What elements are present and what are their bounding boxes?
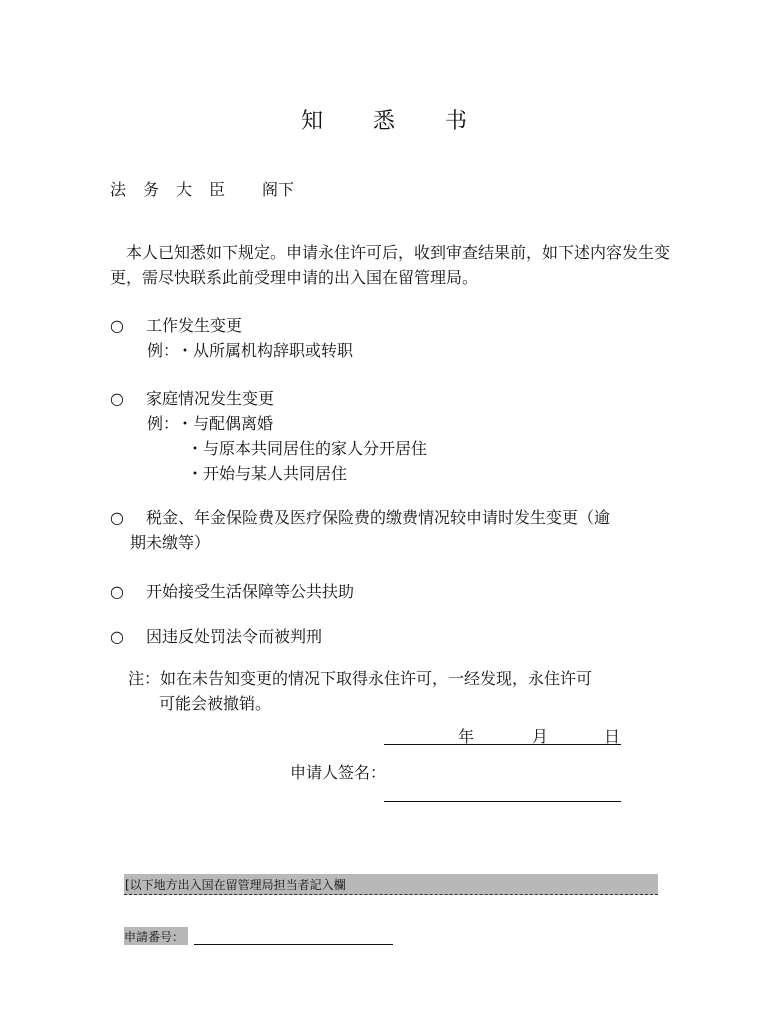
date-month-label: 月 bbox=[532, 727, 549, 746]
intro-text: 本人已知悉如下规定。申请永住许可后，收到审查结果前，如下述内容发生变更，需尽快联系此前受理申请的出入国在留管理局。 bbox=[110, 243, 671, 287]
item-text: 开始接受生活保障等公共扶助 bbox=[146, 582, 355, 601]
item-text-line2: 期未缴等） bbox=[130, 533, 211, 552]
example-text: ・从所属机构辞职或转职 bbox=[177, 341, 354, 360]
example-line bbox=[147, 411, 273, 434]
circle-bullet-icon: ○ bbox=[110, 389, 124, 408]
item-text-line1: 税金、年金保险费及医疗保险费的缴费情况较申请时发生变更（逾 bbox=[146, 508, 611, 527]
item-text: 因违反处罚法令而被判刑 bbox=[146, 627, 323, 646]
circle-bullet-icon: ○ bbox=[110, 582, 124, 601]
example-text: ・与配偶离婚 bbox=[177, 414, 274, 433]
addressee-honorific: 阁下 bbox=[262, 180, 295, 199]
example-label: 例： bbox=[147, 341, 172, 360]
document-title: 知 悉 书 bbox=[300, 109, 481, 134]
circle-bullet-icon: ○ bbox=[110, 316, 124, 335]
example-line: ・与原本共同居住的家人分开居住 bbox=[187, 439, 428, 458]
example-line bbox=[147, 338, 353, 361]
application-number-field[interactable] bbox=[194, 944, 393, 945]
date-year-label: 年 bbox=[458, 727, 475, 746]
item-text: 家庭情况发生变更 bbox=[146, 389, 275, 408]
signature-field[interactable] bbox=[384, 801, 621, 802]
note-line2: 可能会被撤销。 bbox=[159, 694, 272, 713]
office-use-header bbox=[124, 874, 658, 895]
example-label: 例： bbox=[147, 414, 172, 433]
date-day-label: 日 bbox=[604, 727, 621, 746]
addressee bbox=[110, 177, 294, 200]
signature-label: 申请人签名： bbox=[290, 763, 387, 782]
addressee-name: 法务大臣 bbox=[110, 180, 243, 199]
intro-paragraph bbox=[110, 240, 670, 290]
note-paragraph bbox=[128, 666, 668, 716]
application-number-label: 申請番号： bbox=[124, 927, 188, 945]
list-item-family-change bbox=[110, 386, 274, 409]
note-line1: 注：如在未告知变更的情况下取得永住许可，一经发现，永住许可 bbox=[128, 669, 593, 688]
date-field[interactable] bbox=[384, 724, 621, 745]
list-item-tax-payment bbox=[110, 505, 670, 555]
circle-bullet-icon: ○ bbox=[110, 508, 124, 527]
list-item-job-change bbox=[110, 313, 242, 336]
office-use-text: [以下地方出入国在留管理局担当者記入欄 bbox=[125, 878, 346, 892]
list-item-public-assistance bbox=[110, 579, 354, 602]
circle-bullet-icon: ○ bbox=[110, 627, 124, 646]
item-text: 工作发生变更 bbox=[146, 316, 243, 335]
list-item-criminal-sentence bbox=[110, 624, 322, 647]
example-line: ・开始与某人共同居住 bbox=[187, 464, 348, 483]
